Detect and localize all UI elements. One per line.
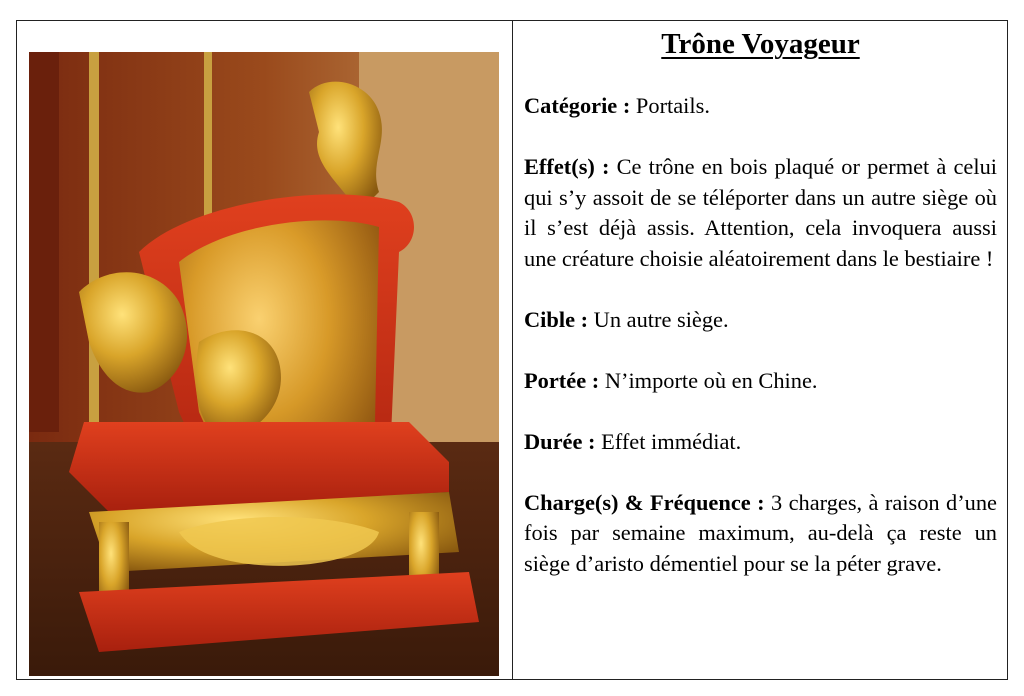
field-effets-value: Ce trône en bois plaqué or permet à celui qui s’y assoit de se téléporter dans un autre siège où il s’est déjà assis. Attention, cela invoquera aussi une créature choisie aléatoirement dans le bestiaire ! xyxy=(524,154,997,271)
field-charges xyxy=(524,488,997,580)
field-effets-label: Effet(s) : xyxy=(524,154,610,179)
field-duree-value: Effet immédiat. xyxy=(601,428,742,454)
field-categorie xyxy=(524,91,997,122)
field-portee-value: N’importe où en Chine. xyxy=(604,367,818,393)
card-title: Trône Voyageur xyxy=(661,28,860,60)
description-cell xyxy=(513,21,1007,679)
item-card xyxy=(16,20,1008,680)
field-effets xyxy=(524,152,997,274)
field-portee-label: Portée : xyxy=(524,367,600,393)
field-cible-value: Un autre siège. xyxy=(593,306,729,332)
field-categorie-value: Portails. xyxy=(635,93,710,118)
field-duree xyxy=(524,427,997,458)
field-duree-label: Durée : xyxy=(524,428,596,454)
image-cell xyxy=(17,21,513,679)
field-portee xyxy=(524,366,997,397)
field-cible xyxy=(524,305,997,336)
field-charges-label: Charge(s) & Fréquence : xyxy=(524,489,765,515)
field-charges-value: 3 charges, à raison d’une fois par semaine maximum, au-delà ça reste un siège d’aristo démentiel pour se la péter grave. xyxy=(524,489,997,576)
field-cible-label: Cible : xyxy=(524,306,589,332)
throne-image xyxy=(29,52,499,676)
field-categorie-label: Catégorie : xyxy=(524,93,631,118)
